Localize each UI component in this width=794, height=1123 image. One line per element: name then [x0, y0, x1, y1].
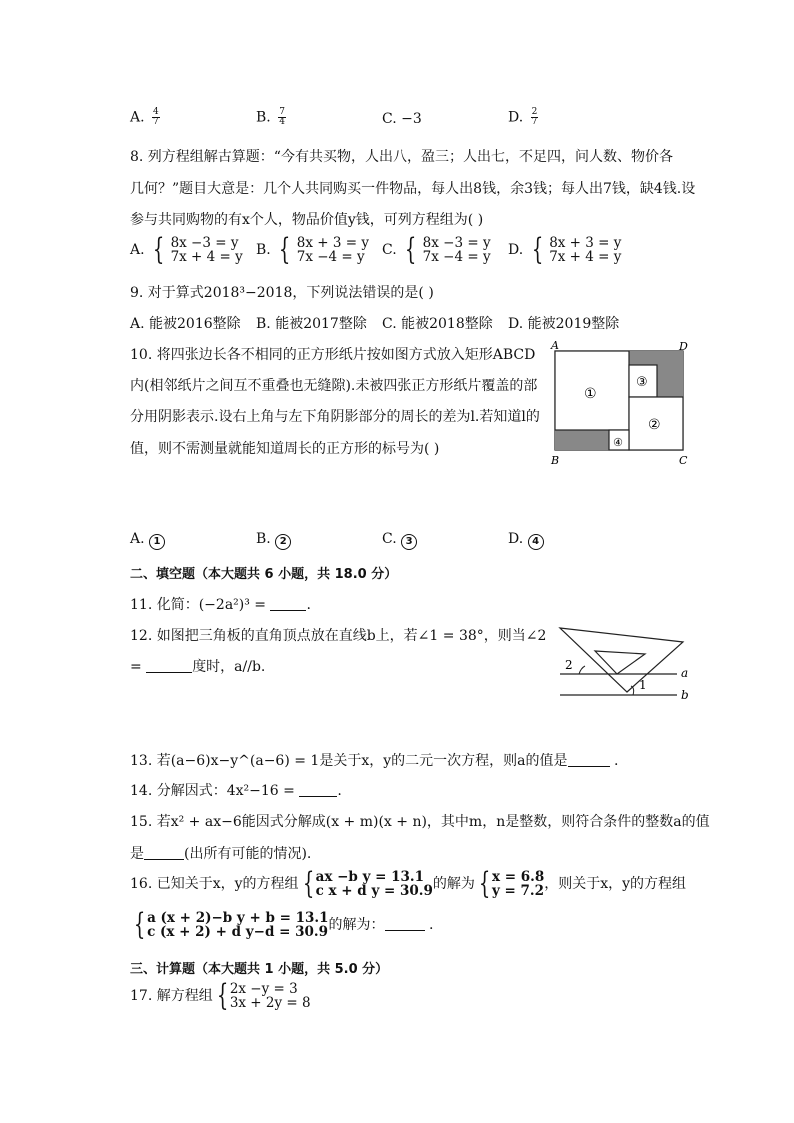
option-label: B. — [256, 531, 271, 547]
answer-blank — [299, 782, 337, 797]
option-label: C. — [382, 242, 397, 258]
q10-option-d — [508, 531, 544, 550]
q8-line3: 参与共同购物的有x个人，物品价值y钱，可列方程组为( ) — [130, 212, 484, 228]
brace-icon: { — [152, 232, 165, 267]
answer-blank — [568, 752, 610, 767]
option-label: A. — [130, 531, 145, 547]
option-label: C. — [382, 531, 397, 547]
q12-line2: = 度时，a//b. — [130, 659, 266, 675]
equation-system: 8x −3 = y 7x + 4 = y — [170, 235, 243, 265]
q10-rectangle-figure — [545, 340, 695, 470]
option-label: C. — [382, 111, 397, 127]
vertex-c-label: C — [679, 454, 688, 467]
line-a-label: a — [681, 666, 689, 680]
shade-bottom-left — [555, 430, 609, 450]
option-label: D. — [508, 109, 524, 126]
circled-number-icon: 1 — [149, 534, 165, 550]
q8-option-a — [130, 232, 243, 267]
brace-icon: { — [302, 866, 314, 901]
equation-system: 8x −3 = y 7x −4 = y — [422, 235, 491, 265]
q16-line1: 16. 已知关于x，y的方程组 { ax −b y = 13.1 c x + d y = 30.9的解为 { x = 6.8 y = 7.2，则关于x，y的方程组 — [130, 866, 687, 901]
option-label: D. — [508, 531, 524, 547]
q8-line1: 8. 列方程组解古算题：“今有共买物，人出八，盈三；人出七，不足四，问人数、物价各 — [130, 149, 673, 165]
shade-right — [657, 351, 683, 397]
q14-line: 14. 分解因式：4x²−16 = . — [130, 783, 342, 799]
q12-triangle-figure — [555, 622, 695, 706]
equation-system: 8x + 3 = y 7x −4 = y — [296, 235, 369, 265]
circled-number-icon: 4 — [528, 534, 544, 550]
angle-2-label: 2 — [565, 658, 573, 672]
answer-blank — [385, 916, 425, 931]
equation-system: ax −b y = 13.1 c x + d y = 30.9 — [315, 869, 433, 899]
q7-option-b — [256, 108, 286, 127]
q8-option-c — [382, 232, 491, 267]
q10-line1: 10. 将四张边长各不相同的正方形纸片按如图方式放入矩形ABCD — [130, 347, 536, 363]
vertex-a-label: A — [551, 340, 559, 352]
q10-line3: 分用阴影表示.设右上角与左下角阴影部分的周长的差为l.若知道l的 — [130, 409, 540, 425]
q9-line: 9. 对于算式2018³−2018，下列说法错误的是( ) — [130, 285, 434, 301]
section-2-heading: 二、填空题（本大题共 6 小题，共 18.0 分） — [130, 567, 398, 582]
option-value: −3 — [401, 111, 422, 127]
option-label: B. — [256, 109, 271, 126]
q9-option-d: D. 能被2019整除 — [508, 316, 620, 332]
equation-system: a (x + 2)−b y + b = 13.1 c (x + 2) + d y−d = 30.9 — [147, 910, 329, 940]
triangle-outer — [560, 628, 683, 692]
q8-option-d — [508, 232, 622, 267]
vertex-d-label: D — [679, 340, 688, 353]
q9-option-c: C. 能被2018整除 — [382, 316, 493, 332]
answer-blank — [146, 658, 192, 673]
equation-system: 2x −y = 3 3x + 2y = 8 — [229, 981, 311, 1011]
q10-line2: 内(相邻纸片之间互不重叠也无缝隙).未被四张正方形纸片覆盖的部 — [130, 378, 538, 394]
square-3-label: ③ — [636, 375, 648, 390]
q12-line1: 12. 如图把三角板的直角顶点放在直线b上，若∠1 = 38°，则当∠2 — [130, 628, 547, 644]
q16-line2: { a (x + 2)−b y + b = 13.1 c (x + 2) + d y−d = 30.9的解为： . — [133, 907, 434, 942]
q10-option-a — [130, 531, 165, 550]
circled-number-icon: 3 — [401, 534, 417, 550]
q7-option-d — [508, 108, 538, 127]
option-label: B. — [256, 242, 271, 258]
brace-icon: { — [478, 866, 491, 901]
q8-line2: 几何？”题目大意是：几个人共同购买一件物品，每人出8钱，余3钱；每人出7钱，缺4钱.设 — [130, 181, 696, 197]
square-1-label: ① — [584, 386, 597, 402]
brace-icon: { — [531, 232, 543, 267]
fraction: $\frac{2}{7}$ — [531, 107, 538, 127]
q15-line2: 是 (出所有可能的情况). — [130, 846, 312, 862]
q9-option-b: B. 能被2017整除 — [256, 316, 367, 332]
triangle-inner — [595, 651, 645, 674]
square-2-label: ② — [648, 417, 661, 433]
q9-option-a: A. 能被2016整除 — [130, 316, 241, 332]
brace-icon: { — [216, 978, 228, 1013]
angle-2-arc — [579, 666, 585, 674]
fraction: $\frac{4}{7}$ — [153, 107, 159, 127]
q7-option-a — [130, 108, 160, 127]
answer-blank — [144, 845, 184, 860]
brace-icon: { — [404, 232, 417, 267]
q17-line: 17. 解方程组 { 2x −y = 3 3x + 2y = 8 — [130, 978, 311, 1013]
angle-1-label: 1 — [639, 678, 647, 692]
solution-system: x = 6.8 y = 7.2 — [491, 869, 545, 899]
q8-option-b — [256, 232, 369, 267]
option-label: D. — [508, 242, 524, 258]
vertex-b-label: B — [551, 454, 560, 467]
q15-line1: 15. 若x² + ax−6能因式分解成(x + m)(x + n)，其中m，n是整数，则符合条件的整数a的值 — [130, 814, 710, 830]
q11-line: 11. 化简：(−2a²)³ = . — [130, 597, 311, 613]
fraction: $\frac{7}{4}$ — [279, 107, 285, 127]
equation-system: 8x + 3 = y 7x + 4 = y — [549, 235, 622, 265]
q10-line4: 值，则不需测量就能知道周长的正方形的标号为( ) — [130, 441, 440, 457]
line-b-label: b — [681, 688, 689, 702]
circled-number-icon: 2 — [275, 534, 291, 550]
option-label: A. — [130, 109, 145, 126]
section-3-heading: 三、计算题（本大题共 1 小题，共 5.0 分） — [130, 962, 389, 977]
q13-line: 13. 若(a−6)x−y^(a−6) = 1是关于x，y的二元一次方程，则a的值是 . — [130, 753, 619, 769]
square-4-label: ④ — [613, 436, 623, 449]
q10-option-b — [256, 531, 291, 550]
q7-option-c — [382, 111, 422, 127]
brace-icon: { — [133, 907, 146, 942]
q10-option-c — [382, 531, 417, 550]
option-label: A. — [130, 242, 145, 258]
answer-blank — [270, 596, 306, 611]
brace-icon: { — [279, 232, 291, 267]
